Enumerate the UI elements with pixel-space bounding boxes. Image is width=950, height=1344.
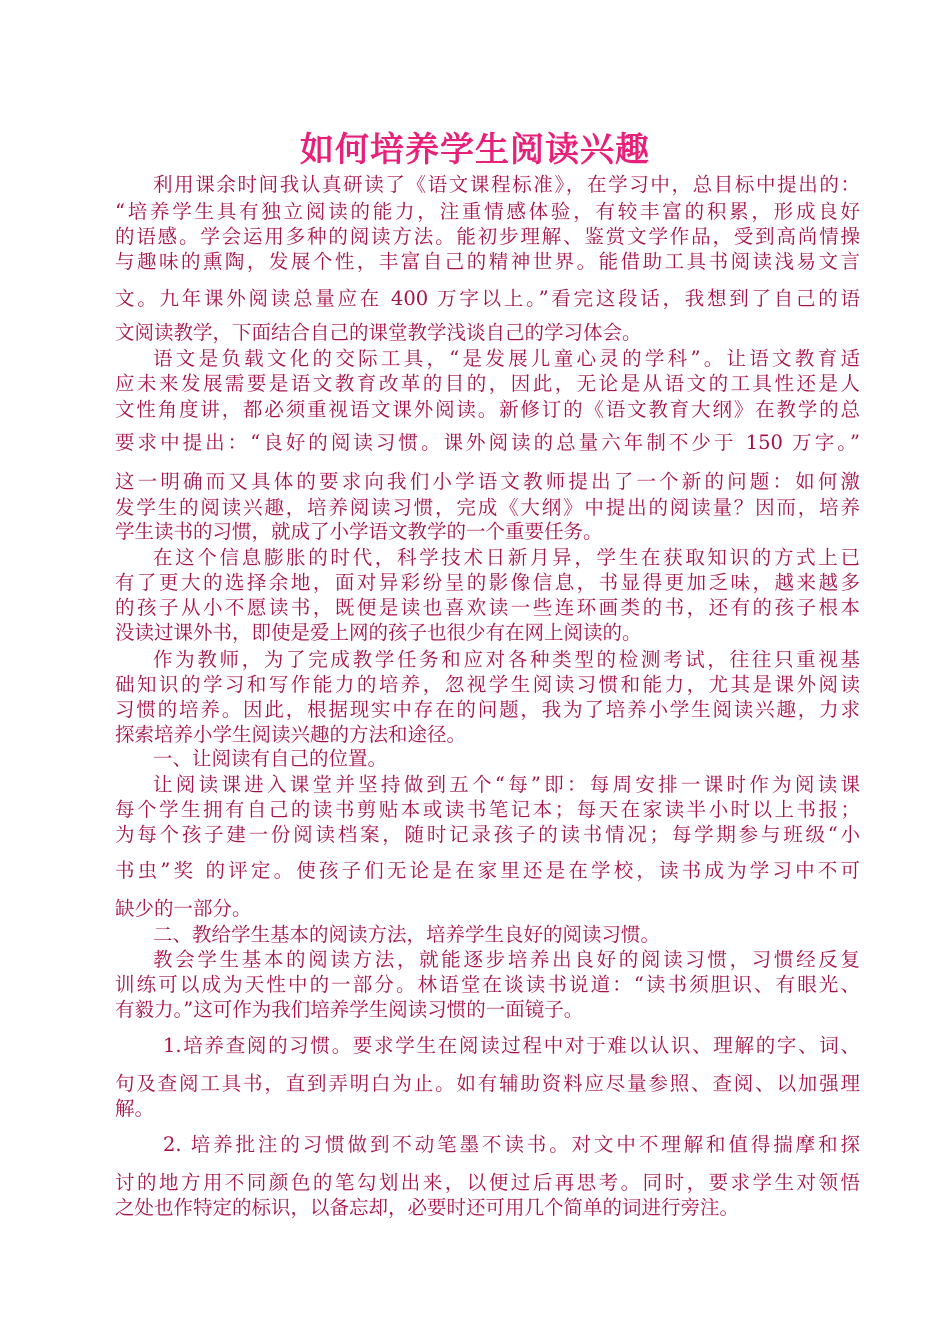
document-title: 如何培养学生阅读兴趣 (300, 130, 650, 170)
text-line: 的语感。学会运用多种的阅读方法。能初步理解、鉴赏文学作品，受到高尚情操 (115, 225, 860, 248)
text-line: 的孩子从小不愿读书，既便是读也喜欢读一些连环画类的书，还有的孩子根本 (115, 596, 860, 619)
section-heading: 二、教给学生基本的阅读方法，培养学生良好的阅读习惯。 (153, 923, 661, 946)
text-line: 在这个信息膨胀的时代，科学技术日新月异，学生在获取知识的方式上已 (153, 546, 860, 569)
text-line: 之处也作特定的标识，以备忘却，必要时还可用几个简单的词进行旁注。 (115, 1196, 740, 1219)
text-line: 2. 培养批注的习惯做到不动笔墨不读书。对文中不理解和值得揣摩和探 (163, 1133, 860, 1156)
text-line: 没读过课外书，即使是爱上网的孩子也很少有在网上阅读的。 (115, 621, 642, 644)
text-line: 书虫”奖 的评定。使孩子们无论是在家里还是在学校，读书成为学习中不可 (115, 859, 860, 882)
text-line: 与趣味的熏陶，发展个性，丰富自己的精神世界。能借助工具书阅读浅易文言 (115, 250, 860, 273)
text-line: 习惯的培养。因此，根据现实中存在的问题，我为了培养小学生阅读兴趣，力求 (115, 698, 860, 721)
text-line: 发学生的阅读兴趣，培养阅读习惯，完成《大纲》中提出的阅读量？因而，培养 (115, 496, 860, 519)
text-line: 每个学生拥有自己的读书剪贴本或读书笔记本；每天在家读半小时以上书报； (115, 798, 860, 821)
text-line: 要求中提出：“良好的阅读习惯。课外阅读的总量六年制不少于 150 万字。” (115, 431, 860, 454)
text-line: 础知识的学习和写作能力的培养，忽视学生阅读习惯和能力，尤其是课外阅读 (115, 673, 860, 696)
text-line: 利用课余时间我认真研读了《语文课程标准》，在学习中，总目标中提出的： (153, 173, 860, 196)
section-heading: 一、让阅读有自己的位置。 (153, 747, 388, 770)
text-line: 学生读书的习惯，就成了小学语文教学的一个重要任务。 (115, 520, 603, 543)
text-line: 语文是负载文化的交际工具，“是发展儿童心灵的学科”。让语文教育适 (153, 347, 860, 370)
text-line: 作为教师，为了完成教学任务和应对各种类型的检测考试，往往只重视基 (153, 648, 860, 671)
text-line: 解。 (115, 1097, 155, 1120)
text-line: 教会学生基本的阅读方法，就能逐步培养出良好的阅读习惯，习惯经反复 (153, 948, 860, 971)
text-line: 训练可以成为天性中的一部分。林语堂在谈读书说道：“读书须胆识、有眼光、 (115, 973, 860, 996)
text-line: 探索培养小学生阅读兴趣的方法和途径。 (115, 723, 467, 746)
text-line: 这一明确而又具体的要求向我们小学语文教师提出了一个新的问题：如何激 (115, 470, 860, 493)
text-line: 文性角度讲，都必须重视语文课外阅读。新修订的《语文教育大纲》在教学的总 (115, 398, 860, 421)
text-line: 文。九年课外阅读总量应在 400 万字以上。”看完这段话，我想到了自己的语 (115, 287, 860, 310)
text-line: 应未来发展需要是语文教育改革的目的，因此，无论是从语文的工具性还是人 (115, 372, 860, 395)
text-line: 为每个孩子建一份阅读档案，随时记录孩子的读书情况；每学期参与班级“小 (115, 823, 860, 846)
text-line: 有毅力。”这可作为我们培养学生阅读习惯的一面镜子。 (115, 998, 584, 1021)
text-line: 讨的地方用不同颜色的笔勾划出来，以便过后再思考。同时，要求学生对领悟 (115, 1171, 860, 1194)
text-line: “培养学生具有独立阅读的能力，注重情感体验，有较丰富的积累，形成良好 (115, 200, 860, 223)
text-line: 1.培养查阅的习惯。要求学生在阅读过程中对于难以认识、理解的字、词、 (163, 1034, 860, 1057)
text-line: 句及查阅工具书，直到弄明白为止。如有辅助资料应尽量参照、查阅、以加强理 (115, 1072, 860, 1095)
text-line: 文阅读教学，下面结合自己的课堂教学浅谈自己的学习体会。 (115, 321, 642, 344)
text-line: 有了更大的选择余地，面对异彩纷呈的影像信息，书显得更加乏味，越来越多 (115, 571, 860, 594)
text-line: 让阅读课进入课堂并坚持做到五个“每”即：每周安排一课时作为阅读课 (153, 773, 860, 796)
text-line: 缺少的一部分。 (115, 897, 252, 920)
